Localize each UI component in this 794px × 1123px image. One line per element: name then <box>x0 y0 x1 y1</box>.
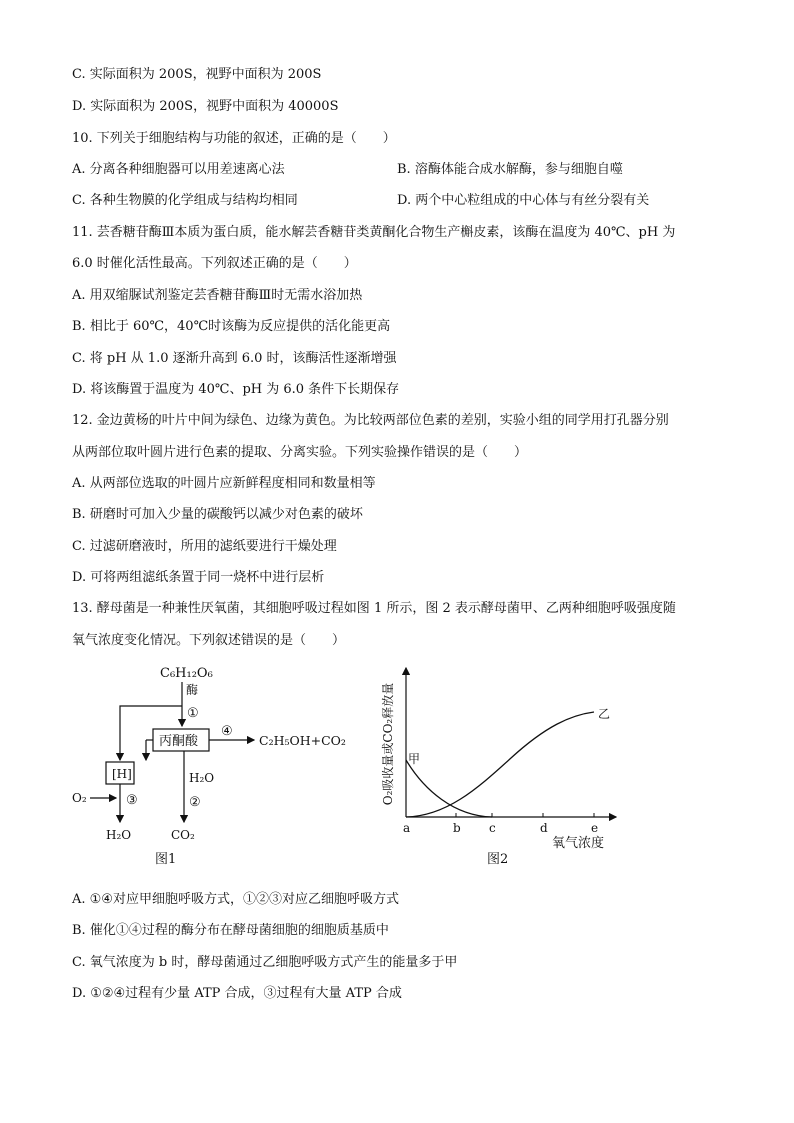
option-13d: D. ①②④过程有少量 ATP 合成，③过程有大量 ATP 合成 <box>72 986 402 1001</box>
figure-2-respiration-curves <box>376 660 626 870</box>
option-13c: C. 氧气浓度为 b 时，酵母菌通过乙细胞呼吸方式产生的能量多于甲 <box>72 955 458 970</box>
question-11-line1: 11. 芸香糖苷酶Ⅲ本质为蛋白质，能水解芸香糖苷类黄酮化合物生产槲皮素，该酶在温度为 40℃、pH 为 <box>72 225 676 240</box>
fig1-o2: O₂ <box>72 791 87 805</box>
option-11c: C. 将 pH 从 1.0 逐渐升高到 6.0 时，该酶活性逐渐增强 <box>72 351 397 366</box>
fig1-caption: 图1 <box>155 852 177 867</box>
fig1-water-out: H₂O <box>106 828 132 842</box>
question-12-line1: 12. 金边黄杨的叶片中间为绿色、边缘为黄色。为比较两部位色素的差别，实验小组的同学用打孔器分别 <box>72 413 669 428</box>
fig1-step1: ① <box>187 706 199 721</box>
fig2-curve-yi <box>406 712 594 817</box>
option-11d: D. 将该酶置于温度为 40℃、pH 为 6.0 条件下长期保存 <box>72 382 400 397</box>
fig2-ylabel: O₂吸收量或CO₂释放量 <box>381 682 395 806</box>
option-12a: A. 从两部位选取的叶圆片应新鲜程度相同和数量相等 <box>72 476 376 491</box>
question-12-line2: 从两部位取叶圆片进行色素的提取、分离实验。下列实验操作错误的是（ ） <box>72 445 528 460</box>
question-13-line2: 氧气浓度变化情况。下列叙述错误的是（ ） <box>72 633 346 648</box>
fig2-tick-e: e <box>591 821 599 835</box>
fig1-step2: ② <box>189 795 201 810</box>
option-11b: B. 相比于 60℃，40℃时该酶为反应提供的活化能更高 <box>72 319 391 334</box>
question-11-line2: 6.0 时催化活性最高。下列叙述正确的是（ ） <box>72 256 357 271</box>
fig1-pyruvate: 丙酮酸 <box>159 734 199 749</box>
fig1-h: [H] <box>112 767 132 781</box>
option-9d: D. 实际面积为 200S，视野中面积为 40000S <box>72 99 339 114</box>
fig1-ethanol-co2: C₂H₅OH+CO₂ <box>259 733 346 748</box>
option-9c: C. 实际面积为 200S，视野中面积为 200S <box>72 67 322 82</box>
fig2-xlabel: 氧气浓度 <box>552 836 605 851</box>
figure-1-respiration-pathway <box>64 660 364 870</box>
fig1-step3: ③ <box>126 793 138 808</box>
option-12b: B. 研磨时可加入少量的碳酸钙以减少对色素的破坏 <box>72 507 363 522</box>
fig1-glucose: C₆H₁₂O₆ <box>160 666 213 681</box>
question-10: 10. 下列关于细胞结构与功能的叙述，正确的是（ ） <box>72 131 396 146</box>
fig2-label-yi: 乙 <box>598 707 611 721</box>
fig2-curve-jia <box>406 760 492 817</box>
fig1-enzyme: 酶 <box>186 683 199 697</box>
option-13a: A. ①④对应甲细胞呼吸方式，①②③对应乙细胞呼吸方式 <box>72 892 399 907</box>
fig2-label-jia: 甲 <box>408 752 421 766</box>
option-11a: A. 用双缩脲试剂鉴定芸香糖苷酶Ⅲ时无需水浴加热 <box>72 288 363 303</box>
option-12d: D. 可将两组滤纸条置于同一烧杯中进行层析 <box>72 570 325 585</box>
option-10c: C. 各种生物膜的化学组成与结构均相同 <box>72 193 298 208</box>
fig2-tick-b: b <box>453 821 461 835</box>
fig1-step4: ④ <box>221 724 233 739</box>
fig2-tick-c: c <box>489 821 496 835</box>
question-13-line1: 13. 酵母菌是一种兼性厌氧菌，其细胞呼吸过程如图 1 所示，图 2 表示酵母菌甲、乙两种细胞呼吸强度随 <box>72 601 676 616</box>
option-10a: A. 分离各种细胞器可以用差速离心法 <box>72 162 285 177</box>
option-13b: B. 催化①④过程的酶分布在酵母菌细胞的细胞质基质中 <box>72 923 389 938</box>
option-10d: D. 两个中心粒组成的中心体与有丝分裂有关 <box>397 193 650 208</box>
fig1-water-in: H₂O <box>189 771 215 785</box>
option-12c: C. 过滤研磨液时，所用的滤纸要进行干燥处理 <box>72 539 337 554</box>
option-10b: B. 溶酶体能合成水解酶，参与细胞自噬 <box>397 162 623 177</box>
fig2-tick-d: d <box>540 821 548 835</box>
fig1-co2: CO₂ <box>171 828 195 842</box>
fig2-caption: 图2 <box>487 852 509 867</box>
fig2-tick-a: a <box>403 821 411 835</box>
